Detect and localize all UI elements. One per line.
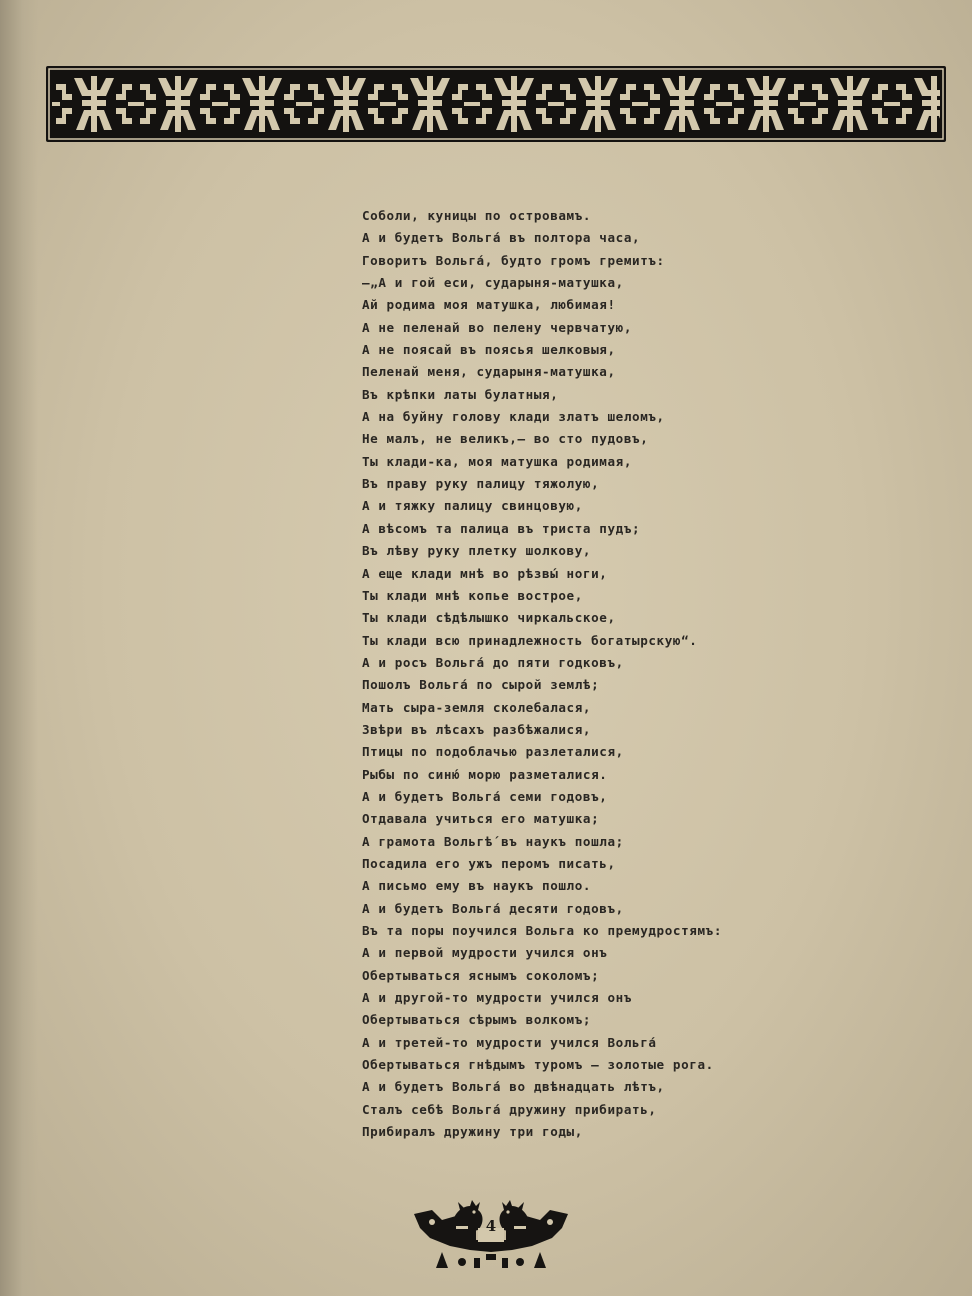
poem-line: Мать сыра-земля сколебалася, bbox=[362, 699, 592, 715]
two-birds-ornament-icon bbox=[412, 1198, 570, 1278]
poem-line: А еще клади мнѣ во рѣзвы́ ноги, bbox=[362, 565, 608, 581]
poem-line: Въ лѣву руку плетку шолкову, bbox=[362, 543, 592, 559]
poem-line: А и будетъ Вольга́ въ полтора часа, bbox=[362, 230, 641, 246]
poem-line: А письмо ему въ наукъ пошло. bbox=[362, 878, 592, 894]
poem-line: Обертываться сѣрымъ волкомъ; bbox=[362, 1012, 592, 1028]
folk-pattern-icon bbox=[46, 66, 946, 142]
poem-line: Ты клади мнѣ копье вострое, bbox=[362, 587, 583, 603]
page-number: 4 bbox=[485, 1217, 497, 1235]
poem-line: А грамота Вольгѣ́ въ наукъ пошла; bbox=[362, 833, 624, 849]
poem-text bbox=[362, 205, 782, 1143]
poem-line: Въ праву руку палицу тяжолую, bbox=[362, 476, 600, 492]
poem-line: Ты клади-ка, моя матушка родимая, bbox=[362, 453, 633, 469]
poem-line: Отдавала учиться его матушка; bbox=[362, 811, 600, 827]
poem-line: Ты клади сѣдѣлышко чиркальское, bbox=[362, 610, 616, 626]
poem-line: А вѣсомъ та палица въ триста пудъ; bbox=[362, 520, 641, 536]
poem-line: Обертываться яснымъ соколомъ; bbox=[362, 967, 600, 983]
poem-line: Въ крѣпки латы булатныя, bbox=[362, 386, 559, 402]
poem-line: Соболи, куницы по островамъ. bbox=[362, 208, 592, 223]
poem-line: Сталъ себѣ Вольга́ дружину прибирать, bbox=[362, 1101, 657, 1117]
poem-line: Ай родима моя матушка, любимая! bbox=[362, 297, 616, 313]
poem-line: Звѣри въ лѣсахъ разбѣжалися, bbox=[362, 721, 592, 737]
header-ornament-border bbox=[46, 66, 946, 142]
poem-line: А не пеленай во пелену червчатую, bbox=[362, 319, 633, 335]
poem-line: Пошолъ Вольга́ по сырой землѣ; bbox=[362, 677, 600, 693]
poem-line: Прибиралъ дружину три годы, bbox=[362, 1124, 583, 1140]
poem-line: А и будетъ Вольга́ десяти годовъ, bbox=[362, 900, 624, 916]
poem-line: Не малъ, не великъ,— во сто пудовъ, bbox=[362, 431, 649, 447]
poem-line: А на буйну голову клади златъ шеломъ, bbox=[362, 409, 665, 425]
page-edge-shadow bbox=[0, 0, 38, 1296]
poem-line: А и росъ Вольга́ до пяти годковъ, bbox=[362, 654, 624, 670]
poem-line: А и другой-то мудрости учился онъ bbox=[362, 990, 633, 1006]
poem-line: Ты клади всю принадлежность богатырскую“. bbox=[362, 632, 698, 648]
poem-line: Въ та поры поучился Вольга ко премудростямъ: bbox=[362, 923, 723, 938]
poem-line: А не поясай въ поясья шелковыя, bbox=[362, 342, 616, 358]
poem-line: Птицы по подоблачью разлеталися, bbox=[362, 744, 624, 760]
poem-line: А и третей-то мудрости учился Вольга́ bbox=[362, 1034, 657, 1050]
poem-line: —„А и гой еси, сударыня-матушка, bbox=[362, 275, 624, 291]
poem-line: А и будетъ Вольга́ во двѣнадцать лѣтъ, bbox=[362, 1079, 665, 1095]
poem-line: Рыбы по синю́ морю разметалися. bbox=[362, 766, 608, 782]
poem-line: А и будетъ Вольга́ семи годовъ, bbox=[362, 788, 608, 804]
poem-line: А и тяжку палицу свинцовую, bbox=[362, 498, 583, 514]
poem-line: Говоритъ Вольга́, будто громъ гремитъ: bbox=[362, 252, 665, 268]
poem-line: Пеленай меня, сударыня-матушка, bbox=[362, 364, 616, 380]
poem-line: Посадила его ужъ перомъ писать, bbox=[362, 855, 616, 871]
poem-line: А и первой мудрости учился онъ bbox=[362, 945, 608, 961]
poem-line: Обертываться гнѣдымъ туромъ — золотые рога. bbox=[362, 1057, 714, 1073]
